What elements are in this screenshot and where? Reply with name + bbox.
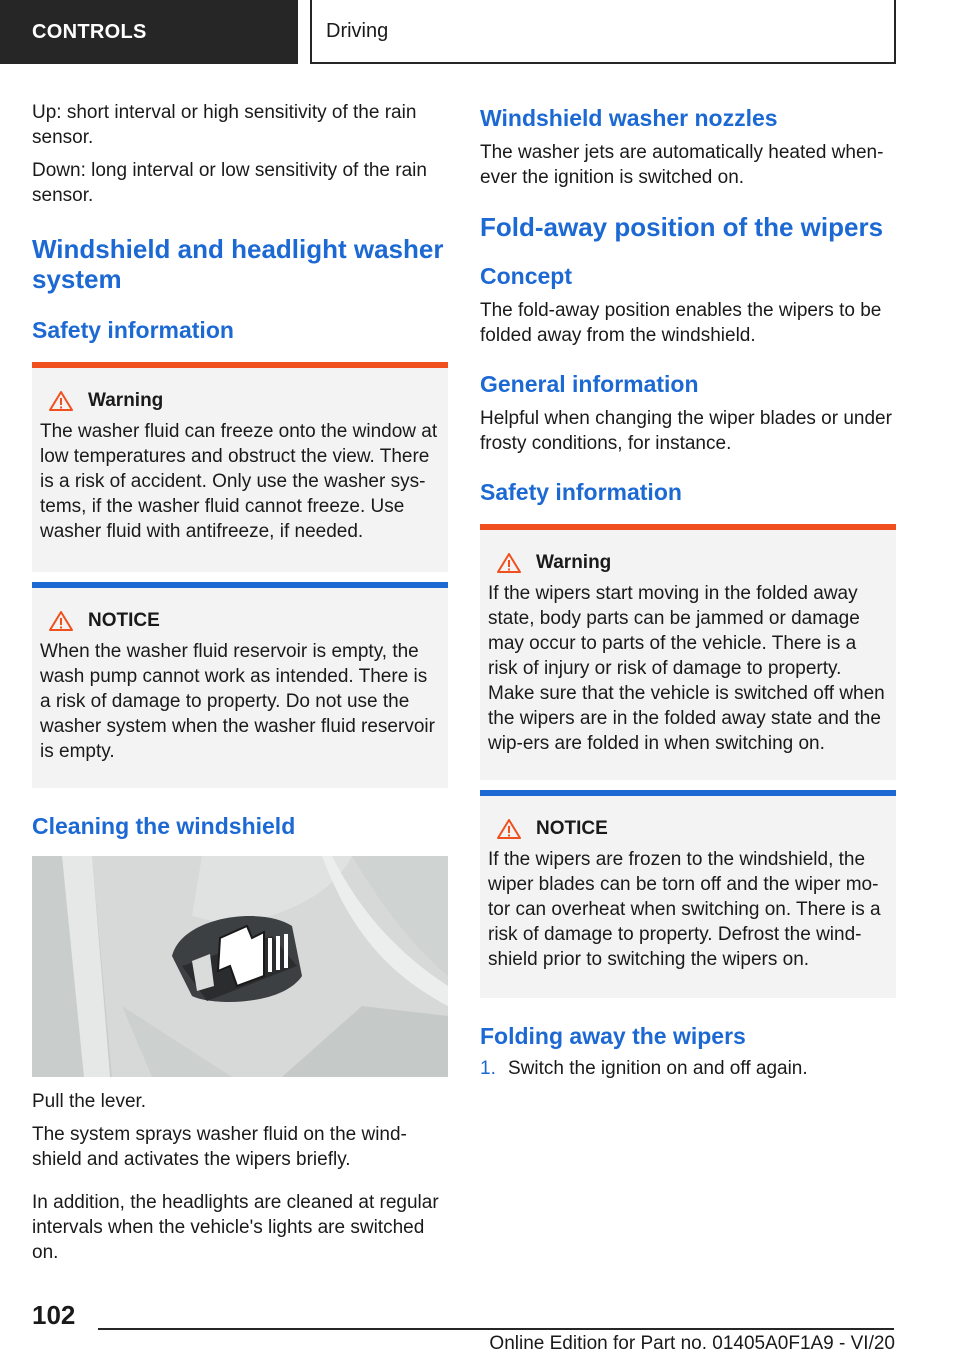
intro-up: Up: short interval or high sensitivity of the rain sensor. xyxy=(32,102,417,148)
warning-title: Warning xyxy=(88,389,164,411)
notice-triangle-icon xyxy=(496,818,522,840)
steering-column-illustration xyxy=(32,856,448,1077)
heading-foldaway: Fold-away position of the wipers xyxy=(480,212,884,242)
notice-box-right xyxy=(480,790,896,998)
nozzles-text: The washer jets are automatically heated when‐ever the ignition is switched on. xyxy=(480,142,884,188)
warning-triangle-icon xyxy=(496,552,522,574)
intro-down: Down: long interval or low sensitivity of the rain sensor. xyxy=(32,160,427,206)
folding-steps xyxy=(480,1056,896,1081)
chapter-tab xyxy=(310,0,896,64)
page-number: 102 xyxy=(32,1300,76,1330)
list-item xyxy=(480,1056,896,1081)
notice-title-row xyxy=(40,608,440,633)
warning-triangle-icon xyxy=(48,390,74,412)
notice-triangle-icon xyxy=(48,610,74,632)
warning-text: If the wipers start moving in the folded away state, body parts can be jammed or damage may occur to parts of the vehicle. There is a risk of injury or risk of damage to property. Make sure that the vehicle is switched off when the wipers are in the folded away state and the wip‐ers are folded in when switching on. xyxy=(488,583,885,754)
right-column xyxy=(480,104,896,1081)
section-title: CONTROLS xyxy=(32,20,147,43)
general-text: Helpful when changing the wiper blades or under frosty conditions, for instance. xyxy=(480,408,892,454)
heading-cleaning: Cleaning the windshield xyxy=(32,813,296,839)
notice-text: When the washer fluid reservoir is empty, the wash pump cannot work as intended. There is a risk of damage to property. Do not use the washer system when the washer fluid reservoir is empty. xyxy=(40,641,435,762)
heading-safety-left: Safety information xyxy=(32,317,234,343)
chapter-title: Driving xyxy=(326,19,389,42)
notice-title: NOTICE xyxy=(536,817,608,839)
heading-nozzles: Windshield washer nozzles xyxy=(480,105,778,131)
step-text: Switch the ignition on and off again. xyxy=(508,1058,808,1079)
footer-divider xyxy=(98,1328,894,1330)
instruction-headlights: In addition, the headlights are cleaned at regular intervals when the vehicle's lights are switched on. xyxy=(32,1192,439,1263)
heading-safety-right: Safety information xyxy=(480,479,682,505)
notice-title-row-right xyxy=(488,816,888,841)
instruction-pull: Pull the lever. xyxy=(32,1091,147,1112)
edition-note: Online Edition for Part no. 01405A0F1A9 - VI/20 xyxy=(489,1333,895,1354)
left-column xyxy=(32,100,448,1275)
section-tab xyxy=(0,0,298,64)
notice-title: NOTICE xyxy=(88,609,160,631)
washer-lever-image xyxy=(32,856,448,1077)
step-number: 1. xyxy=(480,1058,496,1079)
warning-title-row-right xyxy=(488,550,888,575)
notice-box-left xyxy=(32,582,448,788)
warning-title-row xyxy=(40,388,440,413)
warning-box-left xyxy=(32,362,448,572)
warning-text: The washer fluid can freeze onto the window at low temperatures and obstruct the view. There is a risk of accident. Only use the washer sys‐tems, if the washer fluid cannot freeze. Use washer fluid with antifreeze, if needed. xyxy=(40,421,438,542)
heading-concept: Concept xyxy=(480,263,572,289)
warning-title: Warning xyxy=(536,551,612,573)
notice-text: If the wipers are frozen to the windshield, the wiper blades can be torn off and the wiper mo‐tor can overheat when switching on. There is a risk of damage to property. Defrost the wind‐shield prior to switching the wipers on. xyxy=(488,849,881,970)
heading-general: General information xyxy=(480,371,699,397)
instruction-spray: The system sprays washer fluid on the wind‐shield and activates the wipers briefly. xyxy=(32,1124,407,1170)
heading-washer-system: Windshield and headlight washer system xyxy=(32,234,444,294)
concept-text: The fold-away position enables the wipers to be folded away from the windshield. xyxy=(480,300,882,346)
heading-folding: Folding away the wipers xyxy=(480,1023,746,1049)
warning-box-right xyxy=(480,524,896,780)
